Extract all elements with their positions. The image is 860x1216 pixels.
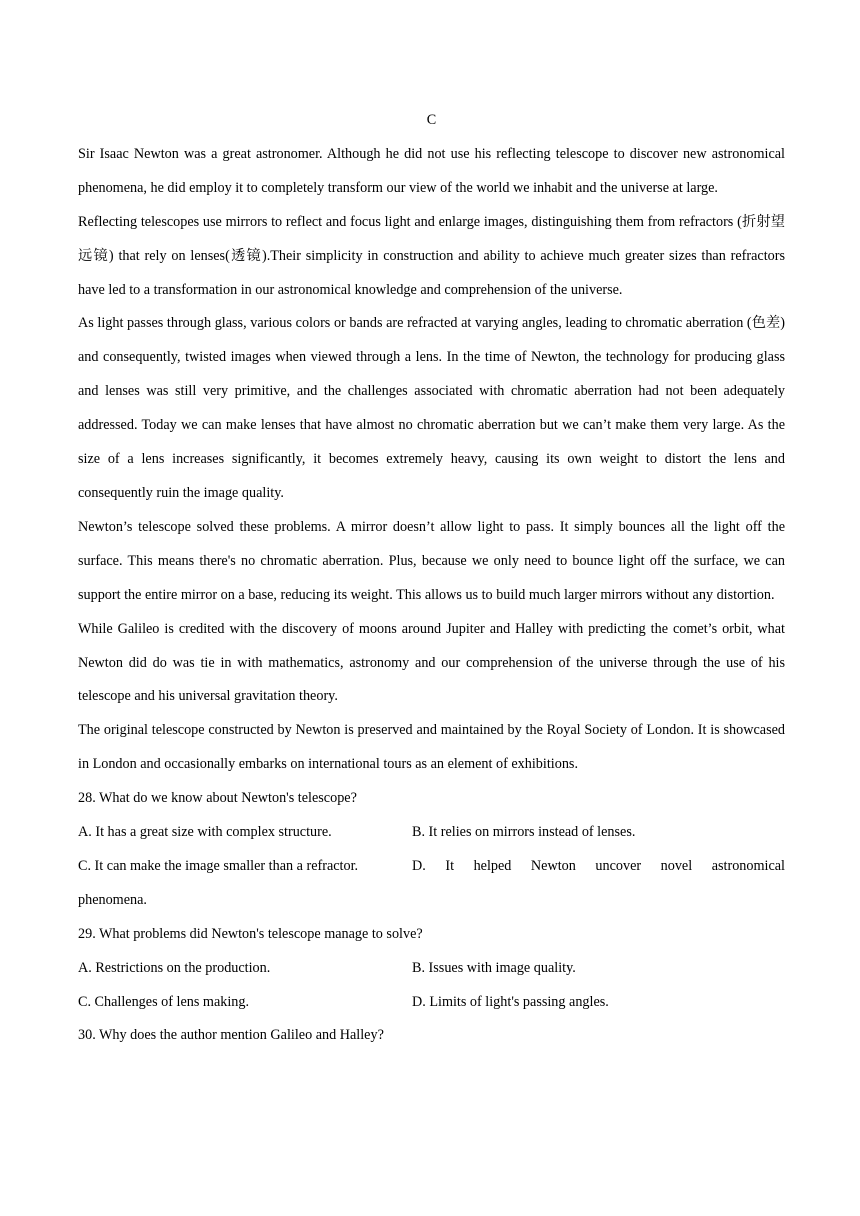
option-row-cd (78, 850, 785, 884)
paragraph-1: Sir Isaac Newton was a great astronomer. Although he did not use his reflecting telescope to discover new astronomical phenomena, he did employ it to completely transform our view of the world we inhabit and the universe at large. (78, 145, 785, 196)
paragraph-4: Newton’s telescope solved these problems. A mirror doesn’t allow light to pass. It simply bounces all the light off the surface. This means there's no chromatic aberration. Plus, because we only need to bounce light off the surface, we can support the entire mirror on a base, reducing its weight. This allows us to build much larger mirrors without any distortion. (78, 518, 785, 603)
document-page (78, 104, 785, 1053)
option-a: A. It has a great size with complex structure. (78, 824, 332, 841)
paragraph-5: While Galileo is credited with the discovery of moons around Jupiter and Halley with predicting the comet’s orbit, what Newton did do was tie in with mathematics, astronomy and our comprehension of the universe through the use of his telescope and his universal gravitation theory. (78, 620, 785, 705)
option-a: A. Restrictions on the production. (78, 959, 271, 976)
options (78, 952, 785, 1020)
paragraph-6: The original telescope constructed by Newton is preserved and maintained by the Royal Society of London. It is showcased in London and occasionally embarks on international tours as an element of exhibitions. (78, 722, 785, 773)
option-b: B. Issues with image quality. (412, 959, 576, 976)
question-stem: 30. Why does the author mention Galileo and Halley? (78, 1027, 384, 1044)
option-d: D. Limits of light's passing angles. (412, 993, 609, 1010)
option-b: B. It relies on mirrors instead of lenses. (412, 824, 636, 841)
question-29 (78, 918, 785, 1020)
question-stem: 28. What do we know about Newton's telescope? (78, 790, 357, 807)
question-28 (78, 782, 785, 918)
question-stem: 29. What problems did Newton's telescope manage to solve? (78, 925, 423, 942)
option-c: C. Challenges of lens making. (78, 993, 250, 1010)
paragraph-3: As light passes through glass, various colors or bands are refracted at varying angles, leading to chromatic aberration (色差) and consequently, twisted images when viewed through a lens. In the time of Newton, the technology for producing glass and lenses was still very primitive, and the challenges associated with chromatic aberration had not been adequately addressed. Today we can make lenses that have almost no chromatic aberration but we can’t make them very large. As the size of a lens increases significantly, it becomes extremely heavy, causing its own weight to distort the lens and consequently ruin the image quality. (78, 315, 785, 501)
option-d: D. It helped Newton uncover novel astronomical (412, 857, 785, 874)
option-c: C. It can make the image smaller than a refractor. (78, 857, 359, 874)
section-heading: C (426, 112, 437, 128)
options (78, 816, 785, 884)
question-30 (78, 1019, 785, 1053)
option-d-continuation: phenomena. (78, 891, 147, 908)
paragraph-2: Reflecting telescopes use mirrors to reflect and focus light and enlarge images, distinguishing them from refractors (折射望远镜) that rely on lenses(透镜).Their simplicity in construction and ability to achieve much greater sizes than refractors have led to a transformation in our astronomical knowledge and comprehension of the universe. (78, 213, 785, 298)
